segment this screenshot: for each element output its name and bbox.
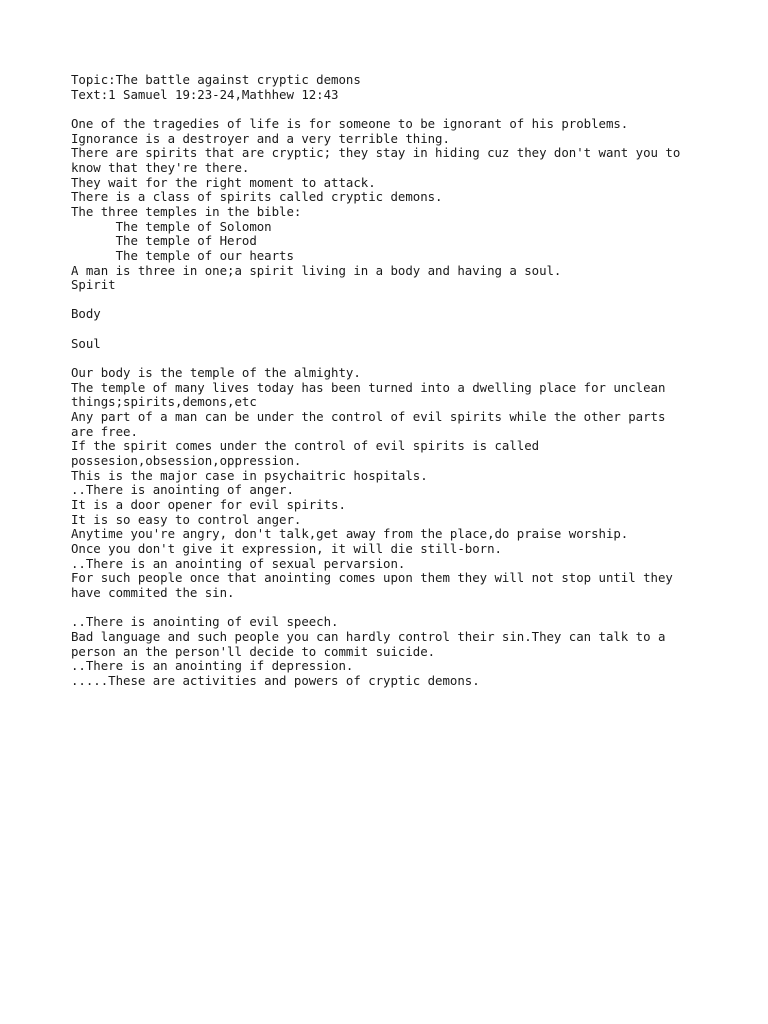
document-body — [71, 73, 731, 688]
document-line: Bad language and such people you can hardly control their sin.They can talk to a — [71, 628, 666, 644]
document-line: The temple of Herod — [71, 233, 257, 249]
document-line: possesion,obsession,oppression. — [71, 453, 302, 468]
document-line — [71, 601, 731, 616]
document-line — [71, 351, 731, 366]
document-line: Topic:The battle against cryptic demons — [71, 72, 361, 87]
document-line: For such people once that anointing comes upon them they will not stop until they — [71, 570, 673, 586]
document-line: Once you don't give it expression, it will die still-born. — [71, 540, 502, 556]
document-line: things;spirits,demons,etc — [71, 394, 257, 410]
document-line: Spirit — [71, 277, 116, 293]
document-line: The temple of many lives today has been turned into a dwelling place for unclean — [71, 379, 666, 395]
document-line: If the spirit comes under the control of evil spirits is called — [71, 438, 540, 454]
document-line: know that they're there. — [71, 159, 250, 175]
document-line: Ignorance is a destroyer and a very terrible thing. — [71, 130, 450, 146]
document-line: A man is three in one;a spirit living in a body and having a soul. — [71, 262, 562, 278]
document-line: One of the tragedies of life is for someone to be ignorant of his problems. — [71, 115, 629, 131]
document-line: are free. — [71, 423, 138, 439]
document-line: It is a door opener for evil spirits. — [71, 496, 346, 512]
document-line — [71, 293, 731, 308]
document-line: ..There is anointing of evil speech. — [71, 614, 339, 630]
document-line: person an the person'll decide to commit suicide. — [71, 643, 436, 659]
document-line: Anytime you're angry, don't talk,get away from the place,do praise worship. — [71, 526, 629, 542]
document-line: have commited the sin. — [71, 584, 235, 600]
document-line: The three temples in the bible: — [71, 203, 302, 219]
document-line: The temple of Solomon — [71, 218, 272, 234]
document-line: Text:1 Samuel 19:23-24,Mathhew 12:43 — [71, 86, 339, 102]
document-line: Any part of a man can be under the control of evil spirits while the other parts — [71, 409, 666, 425]
document-line — [71, 102, 731, 117]
document-line: There are spirits that are cryptic; they stay in hiding cuz they don't want you to — [71, 145, 681, 161]
document-line: ..There is an anointing of sexual pervarsion. — [71, 555, 406, 571]
document-line: Our body is the temple of the almighty. — [71, 365, 361, 381]
document-line: .....These are activities and powers of cryptic demons. — [71, 672, 480, 688]
document-line: Body — [71, 306, 101, 322]
document-line: ..There is an anointing if depression. — [71, 658, 354, 674]
document-line: ..There is anointing of anger. — [71, 482, 294, 498]
document-line: It is so easy to control anger. — [71, 511, 302, 527]
document-line: This is the major case in psychaitric hospitals. — [71, 467, 428, 483]
document-line: They wait for the right moment to attack. — [71, 174, 376, 190]
document-line: There is a class of spirits called cryptic demons. — [71, 189, 443, 205]
document-line — [71, 322, 731, 337]
document-line: Soul — [71, 335, 101, 351]
document-line: The temple of our hearts — [71, 247, 294, 263]
